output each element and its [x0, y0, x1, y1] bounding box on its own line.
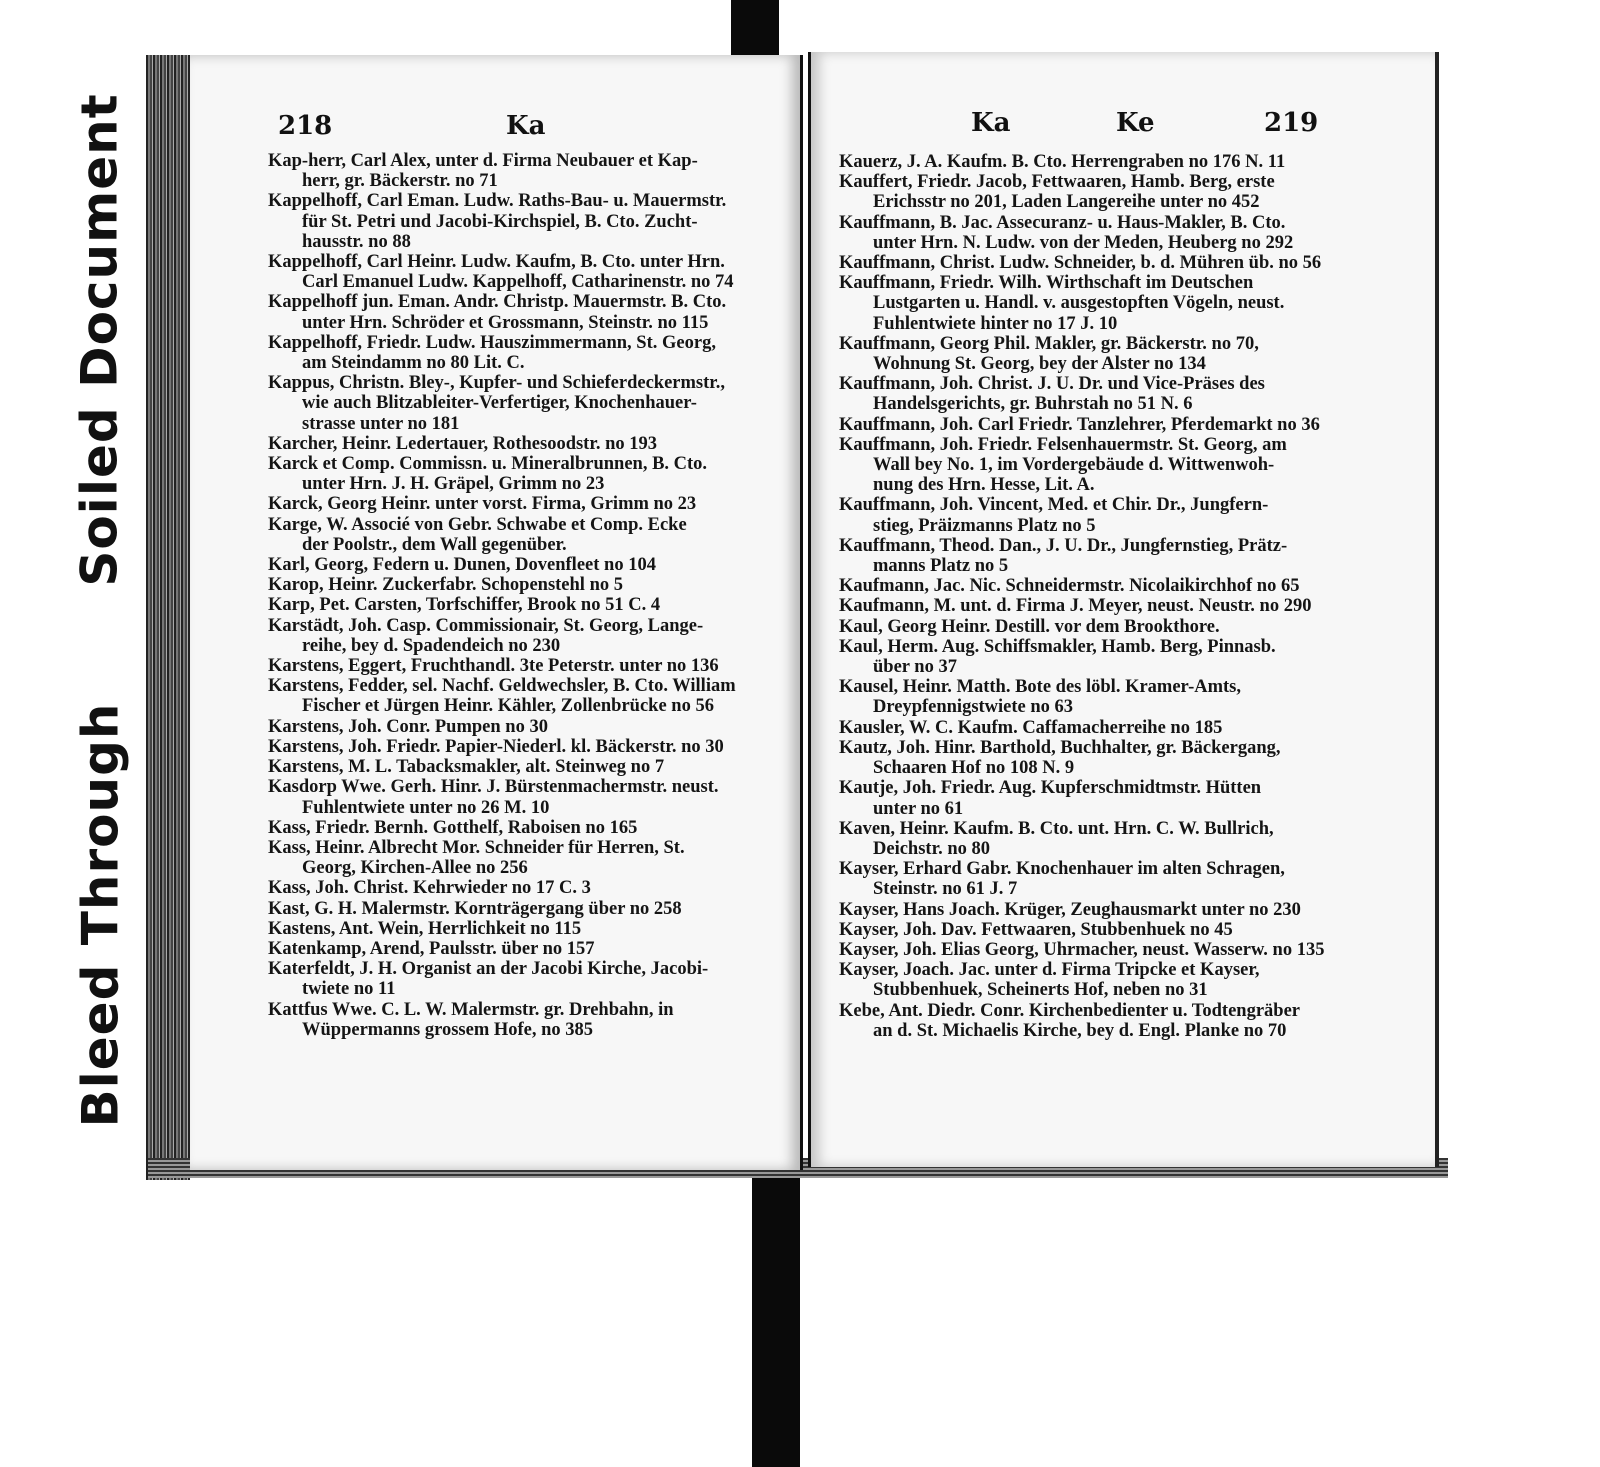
- entry-first-line: Kass, Friedr. Bernh. Gotthelf, Raboisen no 165: [268, 817, 638, 838]
- entry-continuation-line: herr, gr. Bäckerstr. no 71: [302, 171, 498, 192]
- directory-entry: [268, 191, 768, 252]
- directory-entry: [268, 676, 768, 716]
- directory-entry: [268, 616, 768, 656]
- right-page: [808, 52, 1439, 1167]
- book-page-edges: [146, 55, 190, 1180]
- entry-continuation-line: Wüppermanns grossem Hofe, no 385: [302, 1019, 594, 1040]
- entry-first-line: Karstens, M. L. Tabacksmakler, alt. Steinweg no 7: [268, 757, 665, 778]
- entry-continuation-line: Carl Emanuel Ludw. Kappelhoff, Catharinenstr. no 74: [302, 272, 734, 293]
- directory-entry: [268, 737, 768, 757]
- right-entry-list: [839, 152, 1359, 1041]
- entry-first-line: Kayser, Hans Joach. Krüger, Zeughausmarkt unter no 230: [839, 899, 1301, 920]
- entry-first-line: Kappelhoff, Carl Heinr. Ludw. Kaufm, B. Cto. unter Hrn.: [268, 252, 725, 273]
- directory-entry: [839, 273, 1359, 334]
- entry-continuation-line: über no 37: [873, 657, 957, 678]
- directory-entry: [839, 576, 1359, 596]
- directory-entry: [268, 818, 768, 838]
- entry-first-line: Karcher, Heinr. Ledertauer, Rothesoodstr. no 193: [268, 433, 658, 454]
- directory-entry: [268, 878, 768, 898]
- entry-first-line: Kast, G. H. Malermstr. Kornträgergang über no 258: [268, 898, 682, 919]
- entry-continuation-line: an d. St. Michaelis Kirche, bey d. Engl. Planke no 70: [873, 1020, 1287, 1041]
- directory-entry: [268, 555, 768, 575]
- directory-entry: [268, 494, 768, 514]
- directory-entry: [839, 536, 1359, 576]
- entry-continuation-line: Stubbenhuek, Scheinerts Hof, neben no 31: [873, 980, 1208, 1001]
- entry-continuation-line: wie auch Blitzableiter-Verfertiger, Knochenhauer-: [302, 393, 697, 414]
- entry-continuation-line: Dreypfennigstwiete no 63: [873, 697, 1074, 718]
- directory-entry: [268, 151, 768, 191]
- entry-continuation-line: reihe, bey d. Spadendeich no 230: [302, 635, 561, 656]
- bleed-through-text: Bleed Through: [71, 702, 129, 1128]
- entry-first-line: Karstens, Joh. Conr. Pumpen no 30: [268, 716, 548, 737]
- entry-continuation-line: unter Hrn. Schröder et Grossmann, Steinstr. no 115: [302, 312, 709, 333]
- spine-strip-bottom: [752, 1170, 800, 1467]
- directory-entry: [839, 677, 1359, 717]
- entry-first-line: Karck, Georg Heinr. unter vorst. Firma, Grimm no 23: [268, 494, 697, 515]
- soiled-document-label: [52, 70, 148, 610]
- directory-entry: [839, 415, 1359, 435]
- directory-entry: [268, 454, 768, 494]
- spine-strip-top: [731, 0, 779, 60]
- right-page-header-left: Ka: [971, 108, 1011, 138]
- left-page-header: Ka: [506, 111, 546, 141]
- entry-continuation-line: der Poolstr., dem Wall gegenüber.: [302, 534, 567, 555]
- entry-first-line: Kautje, Joh. Friedr. Aug. Kupferschmidtmstr. Hütten: [839, 778, 1262, 799]
- entry-continuation-line: unter Hrn. J. H. Gräpel, Grimm no 23: [302, 474, 605, 495]
- directory-entry: [268, 1000, 768, 1040]
- bleed-through-label: [52, 670, 148, 1160]
- entry-first-line: Kaufmann, Jac. Nic. Schneidermstr. Nicolaikirchhof no 65: [839, 576, 1300, 597]
- entry-first-line: Karstens, Eggert, Fruchthandl. 3te Peterstr. unter no 136: [268, 656, 719, 677]
- entry-continuation-line: für St. Petri und Jacobi-Kirchspiel, B. Cto. Zucht-: [302, 211, 698, 232]
- entry-first-line: Kayser, Joh. Dav. Fettwaaren, Stubbenhuek no 45: [839, 919, 1233, 940]
- soiled-document-text: Soiled Document: [71, 93, 130, 587]
- entry-first-line: Karck et Comp. Commissn. u. Mineralbrunnen, B. Cto.: [268, 454, 708, 475]
- entry-first-line: Karop, Heinr. Zuckerfabr. Schopenstehl no 5: [268, 575, 623, 596]
- entry-continuation-line: Erichsstr no 201, Laden Langereihe unter no 452: [873, 192, 1260, 213]
- directory-entry: [268, 939, 768, 959]
- entry-first-line: Kaven, Heinr. Kaufm. B. Cto. unt. Hrn. C. W. Bullrich,: [839, 818, 1274, 839]
- entry-continuation-line: nung des Hrn. Hesse, Lit. A.: [873, 475, 1095, 496]
- entry-first-line: Kebe, Ant. Diedr. Conr. Kirchenbedienter u. Todtengräber: [839, 1000, 1300, 1021]
- entry-continuation-line: Wohnung St. Georg, bey der Alster no 134: [873, 354, 1206, 375]
- entry-continuation-line: Handelsgerichts, gr. Buhrstah no 51 N. 6: [873, 394, 1193, 415]
- directory-entry: [268, 373, 768, 434]
- entry-continuation-line: Fuhlentwiete unter no 26 M. 10: [302, 797, 550, 818]
- entry-first-line: Kauffmann, Theod. Dan., J. U. Dr., Jungfernstieg, Prätz-: [839, 535, 1288, 556]
- entry-first-line: Karstens, Joh. Friedr. Papier-Niederl. kl. Bäckerstr. no 30: [268, 736, 724, 757]
- entry-first-line: Kap-herr, Carl Alex, unter d. Firma Neubauer et Kap-: [268, 151, 698, 171]
- entry-first-line: Kausel, Heinr. Matth. Bote des löbl. Kramer-Amts,: [839, 677, 1241, 698]
- entry-first-line: Kass, Heinr. Albrecht Mor. Schneider für Herren, St.: [268, 837, 685, 858]
- entry-first-line: Kayser, Joach. Jac. unter d. Firma Tripcke et Kayser,: [839, 960, 1260, 981]
- entry-continuation-line: Georg, Kirchen-Allee no 256: [302, 858, 528, 879]
- entry-first-line: Kastens, Ant. Wein, Herrlichkeit no 115: [268, 918, 582, 939]
- directory-entry: [839, 596, 1359, 616]
- entry-first-line: Kautz, Joh. Hinr. Barthold, Buchhalter, gr. Bäckergang,: [839, 737, 1281, 758]
- entry-first-line: Karstens, Fedder, sel. Nachf. Geldwechsler, B. Cto. William: [268, 676, 736, 697]
- entry-first-line: Katenkamp, Arend, Paulsstr. über no 157: [268, 938, 595, 959]
- entry-first-line: Kauffmann, Georg Phil. Makler, gr. Bäckerstr. no 70,: [839, 333, 1259, 354]
- entry-continuation-line: Lustgarten u. Handl. v. ausgestopften Vögeln, neust.: [873, 293, 1285, 314]
- entry-first-line: Kauffmann, Joh. Carl Friedr. Tanzlehrer, Pferdemarkt no 36: [839, 414, 1320, 435]
- directory-entry: [839, 637, 1359, 677]
- entry-first-line: Katerfeldt, J. H. Organist an der Jacobi Kirche, Jacobi-: [268, 959, 709, 980]
- entry-first-line: Kappelhoff, Carl Eman. Ludw. Raths-Bau- u. Mauermstr.: [268, 191, 727, 212]
- directory-entry: [839, 334, 1359, 374]
- left-page-number: 218: [278, 111, 333, 141]
- entry-continuation-line: stieg, Präizmanns Platz no 5: [873, 515, 1096, 536]
- entry-first-line: Karl, Georg, Federn u. Dunen, Dovenfleet no 104: [268, 555, 656, 576]
- directory-entry: [268, 252, 768, 292]
- directory-entry: [839, 900, 1359, 920]
- entry-first-line: Karp, Pet. Carsten, Torfschiffer, Brook no 51 C. 4: [268, 595, 661, 616]
- entry-first-line: Karge, W. Associé von Gebr. Schwabe et Comp. Ecke: [268, 514, 687, 535]
- directory-entry: [268, 717, 768, 737]
- directory-entry: [839, 617, 1359, 637]
- directory-entry: [839, 435, 1359, 496]
- entry-first-line: Kauffmann, Joh. Christ. J. U. Dr. und Vice-Präses des: [839, 374, 1265, 395]
- directory-entry: [268, 838, 768, 878]
- directory-entry: [839, 859, 1359, 899]
- entry-first-line: Kappus, Christn. Bley-, Kupfer- und Schieferdeckermstr.,: [268, 373, 726, 394]
- directory-entry: [268, 292, 768, 332]
- directory-entry: [839, 495, 1359, 535]
- entry-first-line: Kasdorp Wwe. Gerh. Hinr. J. Bürstenmachermstr. neust.: [268, 777, 719, 798]
- directory-entry: [839, 718, 1359, 738]
- directory-entry: [268, 919, 768, 939]
- directory-entry: [268, 959, 768, 999]
- directory-entry: [268, 777, 768, 817]
- entry-first-line: Kauffmann, Christ. Ludw. Schneider, b. d. Mühren üb. no 56: [839, 253, 1322, 274]
- entry-continuation-line: unter Hrn. N. Ludw. von der Meden, Heuberg no 292: [873, 232, 1294, 253]
- directory-entry: [268, 656, 768, 676]
- entry-first-line: Kausler, W. C. Kaufm. Caffamacherreihe no 185: [839, 717, 1223, 738]
- entry-continuation-line: Schaaren Hof no 108 N. 9: [873, 758, 1075, 779]
- directory-entry: [839, 738, 1359, 778]
- entry-first-line: Kaul, Herm. Aug. Schiffsmakler, Hamb. Berg, Pinnasb.: [839, 636, 1276, 657]
- directory-entry: [268, 757, 768, 777]
- right-page-number: 219: [1264, 108, 1319, 138]
- directory-entry: [839, 374, 1359, 414]
- entry-continuation-line: Deichstr. no 80: [873, 838, 990, 859]
- directory-entry: [839, 253, 1359, 273]
- entry-continuation-line: hausstr. no 88: [302, 231, 411, 252]
- entry-first-line: Kauffmann, Friedr. Wilh. Wirthschaft im Deutschen: [839, 273, 1254, 294]
- directory-entry: [268, 515, 768, 555]
- entry-continuation-line: manns Platz no 5: [873, 556, 1009, 577]
- directory-entry: [268, 434, 768, 454]
- directory-entry: [268, 595, 768, 615]
- directory-entry: [839, 172, 1359, 212]
- entry-continuation-line: strasse unter no 181: [302, 413, 460, 434]
- entry-first-line: Kayser, Joh. Elias Georg, Uhrmacher, neust. Wasserw. no 135: [839, 939, 1325, 960]
- entry-first-line: Kauffmann, Joh. Vincent, Med. et Chir. Dr., Jungfern-: [839, 495, 1269, 516]
- directory-entry: [839, 920, 1359, 940]
- directory-entry: [839, 960, 1359, 1000]
- directory-entry: [839, 940, 1359, 960]
- entry-first-line: Karstädt, Joh. Casp. Commissionair, St. Georg, Lange-: [268, 615, 704, 636]
- entry-first-line: Kappelhoff jun. Eman. Andr. Christp. Mauermstr. B. Cto.: [268, 292, 727, 313]
- entry-continuation-line: Wall bey No. 1, im Vordergebäude d. Wittwenwoh-: [873, 455, 1275, 476]
- entry-first-line: Kauffmann, B. Jac. Assecuranz- u. Haus-Makler, B. Cto.: [839, 212, 1286, 233]
- left-entry-list: [268, 151, 768, 1040]
- entry-continuation-line: unter no 61: [873, 798, 964, 819]
- directory-entry: [839, 819, 1359, 859]
- directory-entry: [839, 152, 1359, 172]
- left-page: [190, 55, 803, 1170]
- right-page-header-right: Ke: [1116, 108, 1155, 138]
- entry-continuation-line: Fuhlentwiete hinter no 17 J. 10: [873, 313, 1118, 334]
- directory-entry: [839, 1001, 1359, 1041]
- entry-first-line: Kauffert, Friedr. Jacob, Fettwaaren, Hamb. Berg, erste: [839, 172, 1275, 193]
- entry-first-line: Kauerz, J. A. Kaufm. B. Cto. Herrengraben no 176 N. 11: [839, 152, 1286, 172]
- entry-first-line: Kayser, Erhard Gabr. Knochenhauer im alten Schragen,: [839, 859, 1285, 880]
- entry-first-line: Kappelhoff, Friedr. Ludw. Hauszimmermann, St. Georg,: [268, 332, 716, 353]
- entry-first-line: Kauffmann, Joh. Friedr. Felsenhauermstr. St. Georg, am: [839, 434, 1287, 455]
- entry-continuation-line: Fischer et Jürgen Heinr. Kähler, Zollenbrücke no 56: [302, 696, 714, 717]
- entry-first-line: Kaul, Georg Heinr. Destill. vor dem Brookthore.: [839, 616, 1220, 637]
- directory-entry: [839, 213, 1359, 253]
- directory-entry: [268, 899, 768, 919]
- entry-first-line: Kaufmann, M. unt. d. Firma J. Meyer, neust. Neustr. no 290: [839, 596, 1312, 617]
- entry-continuation-line: twiete no 11: [302, 979, 396, 1000]
- entry-continuation-line: am Steindamm no 80 Lit. C.: [302, 353, 525, 374]
- directory-entry: [268, 575, 768, 595]
- entry-first-line: Kattfus Wwe. C. L. W. Malermstr. gr. Drehbahn, in: [268, 999, 674, 1020]
- entry-continuation-line: Steinstr. no 61 J. 7: [873, 879, 1018, 900]
- directory-entry: [268, 333, 768, 373]
- directory-entry: [839, 778, 1359, 818]
- entry-first-line: Kass, Joh. Christ. Kehrwieder no 17 C. 3: [268, 878, 591, 899]
